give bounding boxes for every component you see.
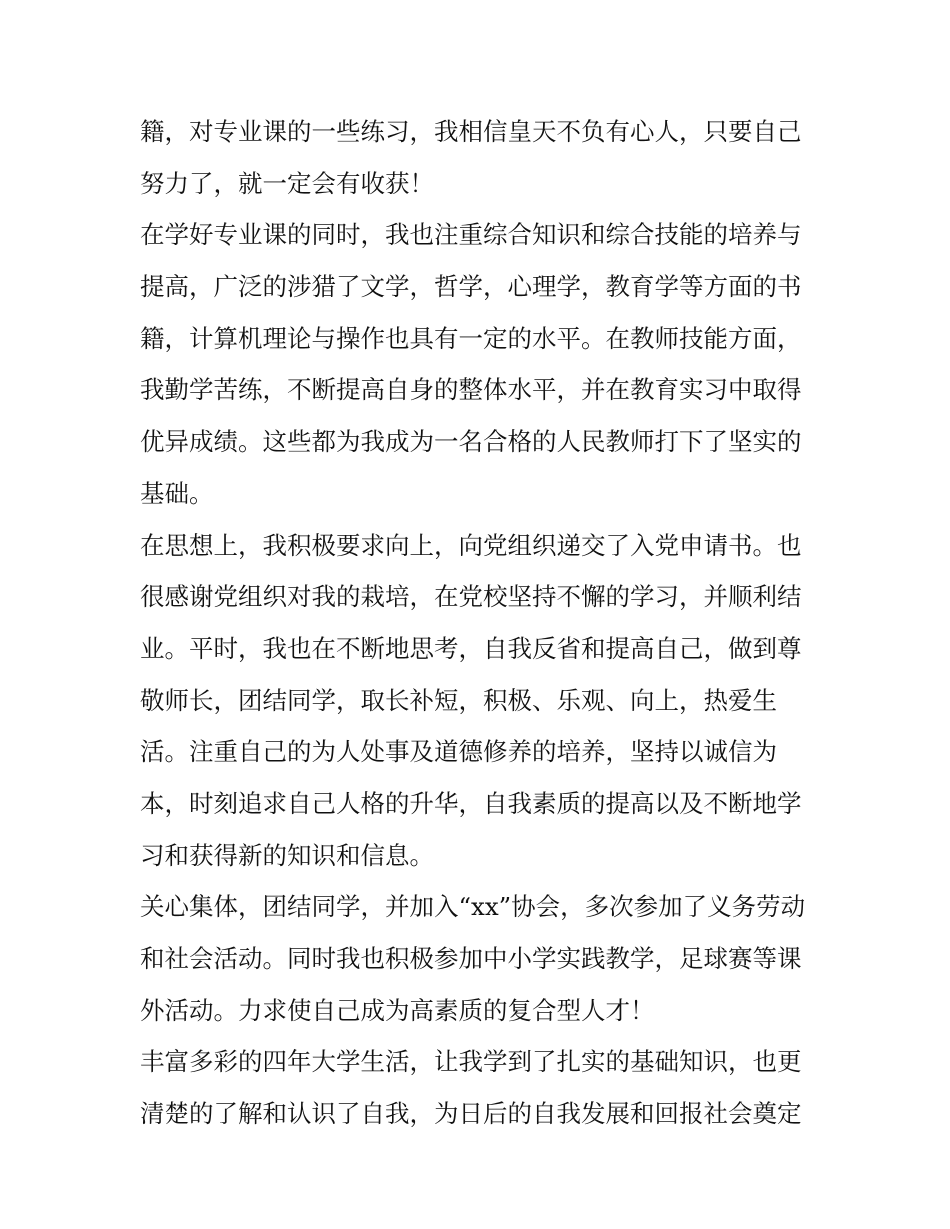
text-line: 在学好专业课的同时，我也注重综合知识和综合技能的培养与 [140,220,802,250]
text-line: 很感谢党组织对我的栽培，在党校坚持不懈的学习，并顺利结 [140,582,802,612]
text-line: 关心集体，团结同学，并加入“xx”协会，多次参加了义务劳动 [140,892,806,922]
text-line: 我勤学苦练，不断提高自身的整体水平，并在教育实习中取得 [140,375,802,405]
text-line: 努力了，就一定会有收获！ [140,168,434,198]
text-line: 籍，对专业课的一些练习，我相信皇天不负有心人，只要自己 [140,117,802,146]
text-line: 基础。 [140,478,214,508]
text-line: 和社会活动。同时我也积极参加中小学实践教学，足球赛等课 [140,944,802,973]
text-line: 业。平时，我也在不断地思考，自我反省和提高自己，做到尊 [140,633,802,663]
text-line: 本，时刻追求自己人格的升华，自我素质的提高以及不断地学 [140,788,802,818]
text-line: 优异成绩。这些都为我成为一名合格的人民教师打下了坚实的 [140,427,802,457]
text-line: 习和获得新的知识和信息。 [140,840,434,870]
text-line: 清楚的了解和认识了自我，为日后的自我发展和回报社会奠定 [140,1099,802,1129]
text-line: 在思想上，我积极要求向上，向党组织递交了入党申请书。也 [140,530,802,560]
text-line: 籍，计算机理论与操作也具有一定的水平。在教师技能方面， [140,323,802,353]
text-line: 外活动。力求使自己成为高素质的复合型人才！ [140,995,655,1025]
text-line: 丰富多彩的四年大学生活，让我学到了扎实的基础知识，也更 [140,1047,802,1077]
text-line: 活。注重自己的为人处事及道德修养的培养，坚持以诚信为 [140,737,777,767]
body-text [140,106,830,1140]
text-line: 敬师长，团结同学，取长补短，积极、乐观、向上，热爱生 [140,685,777,715]
text-line: 提高，广泛的涉猎了文学，哲学，心理学，教育学等方面的书 [140,272,802,302]
